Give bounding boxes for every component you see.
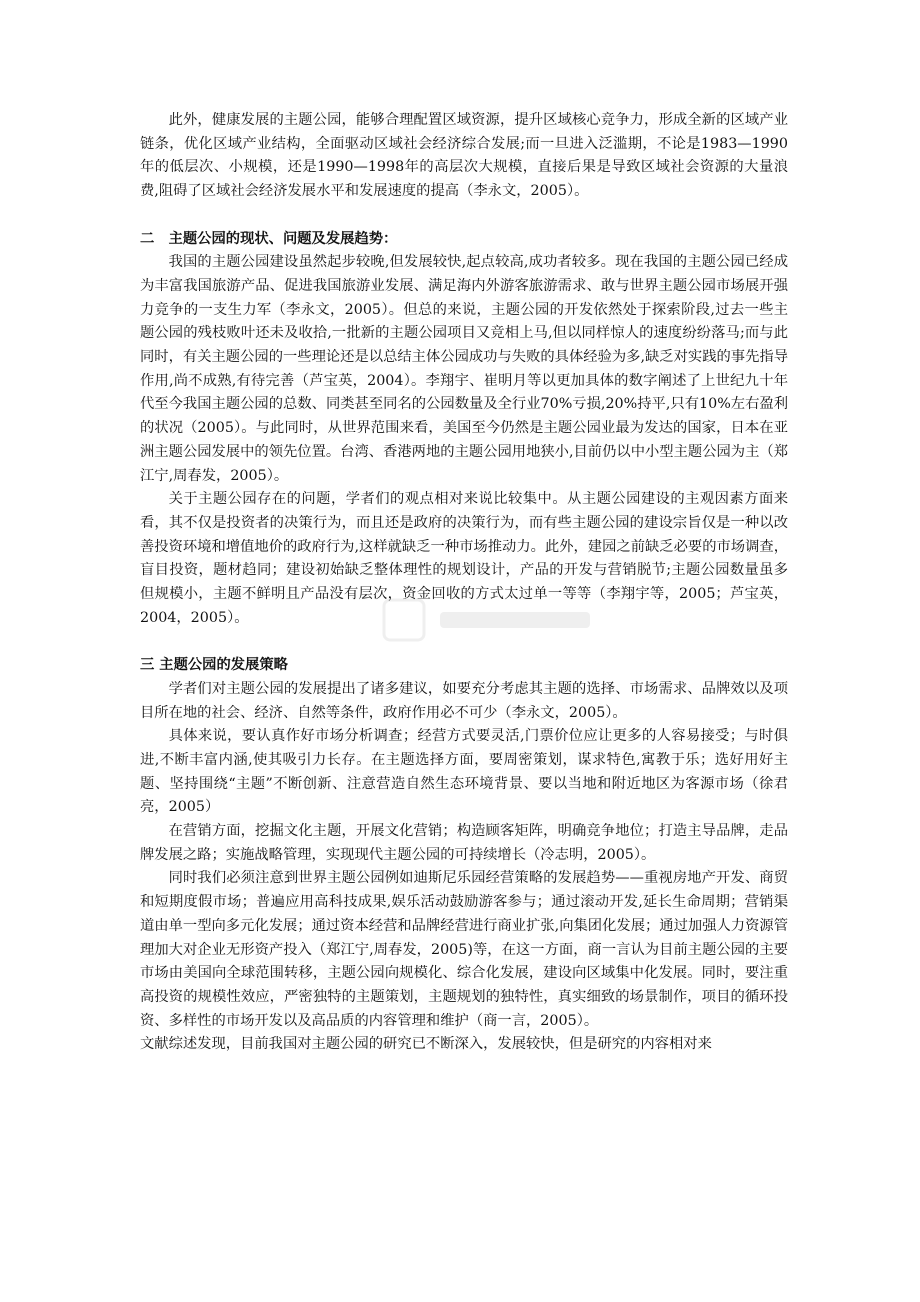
paragraph-spacer <box>140 204 788 228</box>
section-heading-strategy: 三 主题公园的发展策略 <box>140 657 288 674</box>
paragraph-marketing: 在营销方面，挖掘文化主题，开展文化营销；构造顾客矩阵，明确竞争地位；打造主导品牌，走品牌发展之路；实施战略管理，实现现代主题公园的可持续增长（冷志明，2005）。 <box>140 823 788 863</box>
section-heading-status: 二 主题公园的现状、问题及发展趋势： <box>140 230 398 247</box>
paragraph-suggestions: 学者们对主题公园的发展提出了诸多建议，如要充分考虑其主题的选择、市场需求、品牌效以及项目所在地的社会、经济、自然等条件，政府作用必不可少（李永文，2005）。 <box>140 680 788 721</box>
document-body <box>140 109 788 1057</box>
paragraph-literature-summary: 文献综述发现，目前我国对主题公园的研究已不断深入，发展较快，但是研究的内容相对来 <box>140 1036 712 1053</box>
paragraph-current-status: 我国的主题公园建设虽然起步较晚,但发展较快,起点较高,成功者较多。现在我国的主题公园已经成为丰富我国旅游产品、促进我国旅游业发展、满足海内外游客旅游需求、敢与世界主题公园市场展开强力竞争的一支生力军（李永文，2005）。但总的来说，主题公园的开发依然处于探索阶段,过去一些主题公园的残枝败叶还未及收拾,一批新的主题公园项目又竞相上马,但以同样惊人的速度纷纷落马;而与此同时，有关主题公园的一些理论还是以总结主体公园成功与失败的具体经验为多,缺乏对实践的事先指导作用,尚不成熟,有待完善（芦宝英，2004）。李翔宇、崔明月等以更加具体的数字阐述了上世纪九十年代至今我国主题公园的总数、同类甚至同名的公园数量及全行业70%亏损,20%持平,只有10%左右盈利的状况（2005）。与此同时，从世界范围来看，美国至今仍然是主题公园业最为发达的国家，日本在亚洲主题公园发展中的领先位置。台湾、香港两地的主题公园用地狭小,目前仍以中小型主题公园为主（郑江宁,周春发，2005）。 <box>140 254 788 484</box>
paragraph-regional-resources: 此外，健康发展的主题公园，能够合理配置区域资源，提升区域核心竞争力，形成全新的区域产业链条，优化区域产业结构，全面驱动区域社会经济综合发展;而一旦进入泛滥期，不论是1983—1990年的低层次、小规模，还是1990—1998年的高层次大规模，直接后果是导致区域社会资源的大量浪费,阻碍了区域社会经济发展水平和发展速度的提高（李永文，2005）。 <box>140 112 788 200</box>
paragraph-global-trends: 同时我们必须注意到世界主题公园例如迪斯尼乐园经营策略的发展趋势——重视房地产开发、商贸和短期度假市场；普遍应用高科技成果,娱乐活动鼓励游客参与；通过滚动开发,延长生命周期；营销渠道由单一型向多元化发展；通过资本经营和品牌经营进行商业扩张,向集团化发展；通过加强人力资源管理加大对企业无形资产投入（郑江宁,周春发，2005)等，在这一方面，商一言认为目前主题公园的主要市场由美国向全球范围转移，主题公园向规模化、综合化发展，建设向区域集中化发展。同时，要注重高投资的规模性效应，严密独特的主题策划，主题规划的独特性，真实细致的场景制作，项目的循环投资、多样性的市场开发以及高品质的内容管理和维护（商一言，2005）。 <box>140 870 788 1029</box>
paragraph-market-analysis: 具体来说，要认真作好市场分析调查；经营方式要灵活,门票价位应让更多的人容易接受；与时俱进,不断丰富内涵,使其吸引力长存。在主题选择方面，要周密策划，谋求特色,寓教于乐；选好用好主题、坚持围绕“主题”不断创新、注意营造自然生态环境背景、要以当地和附近地区为客源市场（徐君亮，2005） <box>140 728 788 816</box>
paragraph-problems: 关于主题公园存在的问题，学者们的观点相对来说比较集中。从主题公园建设的主观因素方面来看，其不仅是投资者的决策行为，而且还是政府的决策行为，而有些主题公园的建设宗旨仅是一种以改善投资环境和增值地价的政府行为,这样就缺乏一种市场推动力。此外，建园之前缺乏必要的市场调查，盲目投资，题材趋同；建设初始缺乏整体理性的规划设计，产品的开发与营销脱节;主题公园数量虽多但规模小，主题不鲜明且产品没有层次，资金回收的方式太过单一等等（李翔宇等，2005；芦宝英，2004，2005）。 <box>140 491 788 626</box>
paragraph-spacer <box>140 630 788 654</box>
